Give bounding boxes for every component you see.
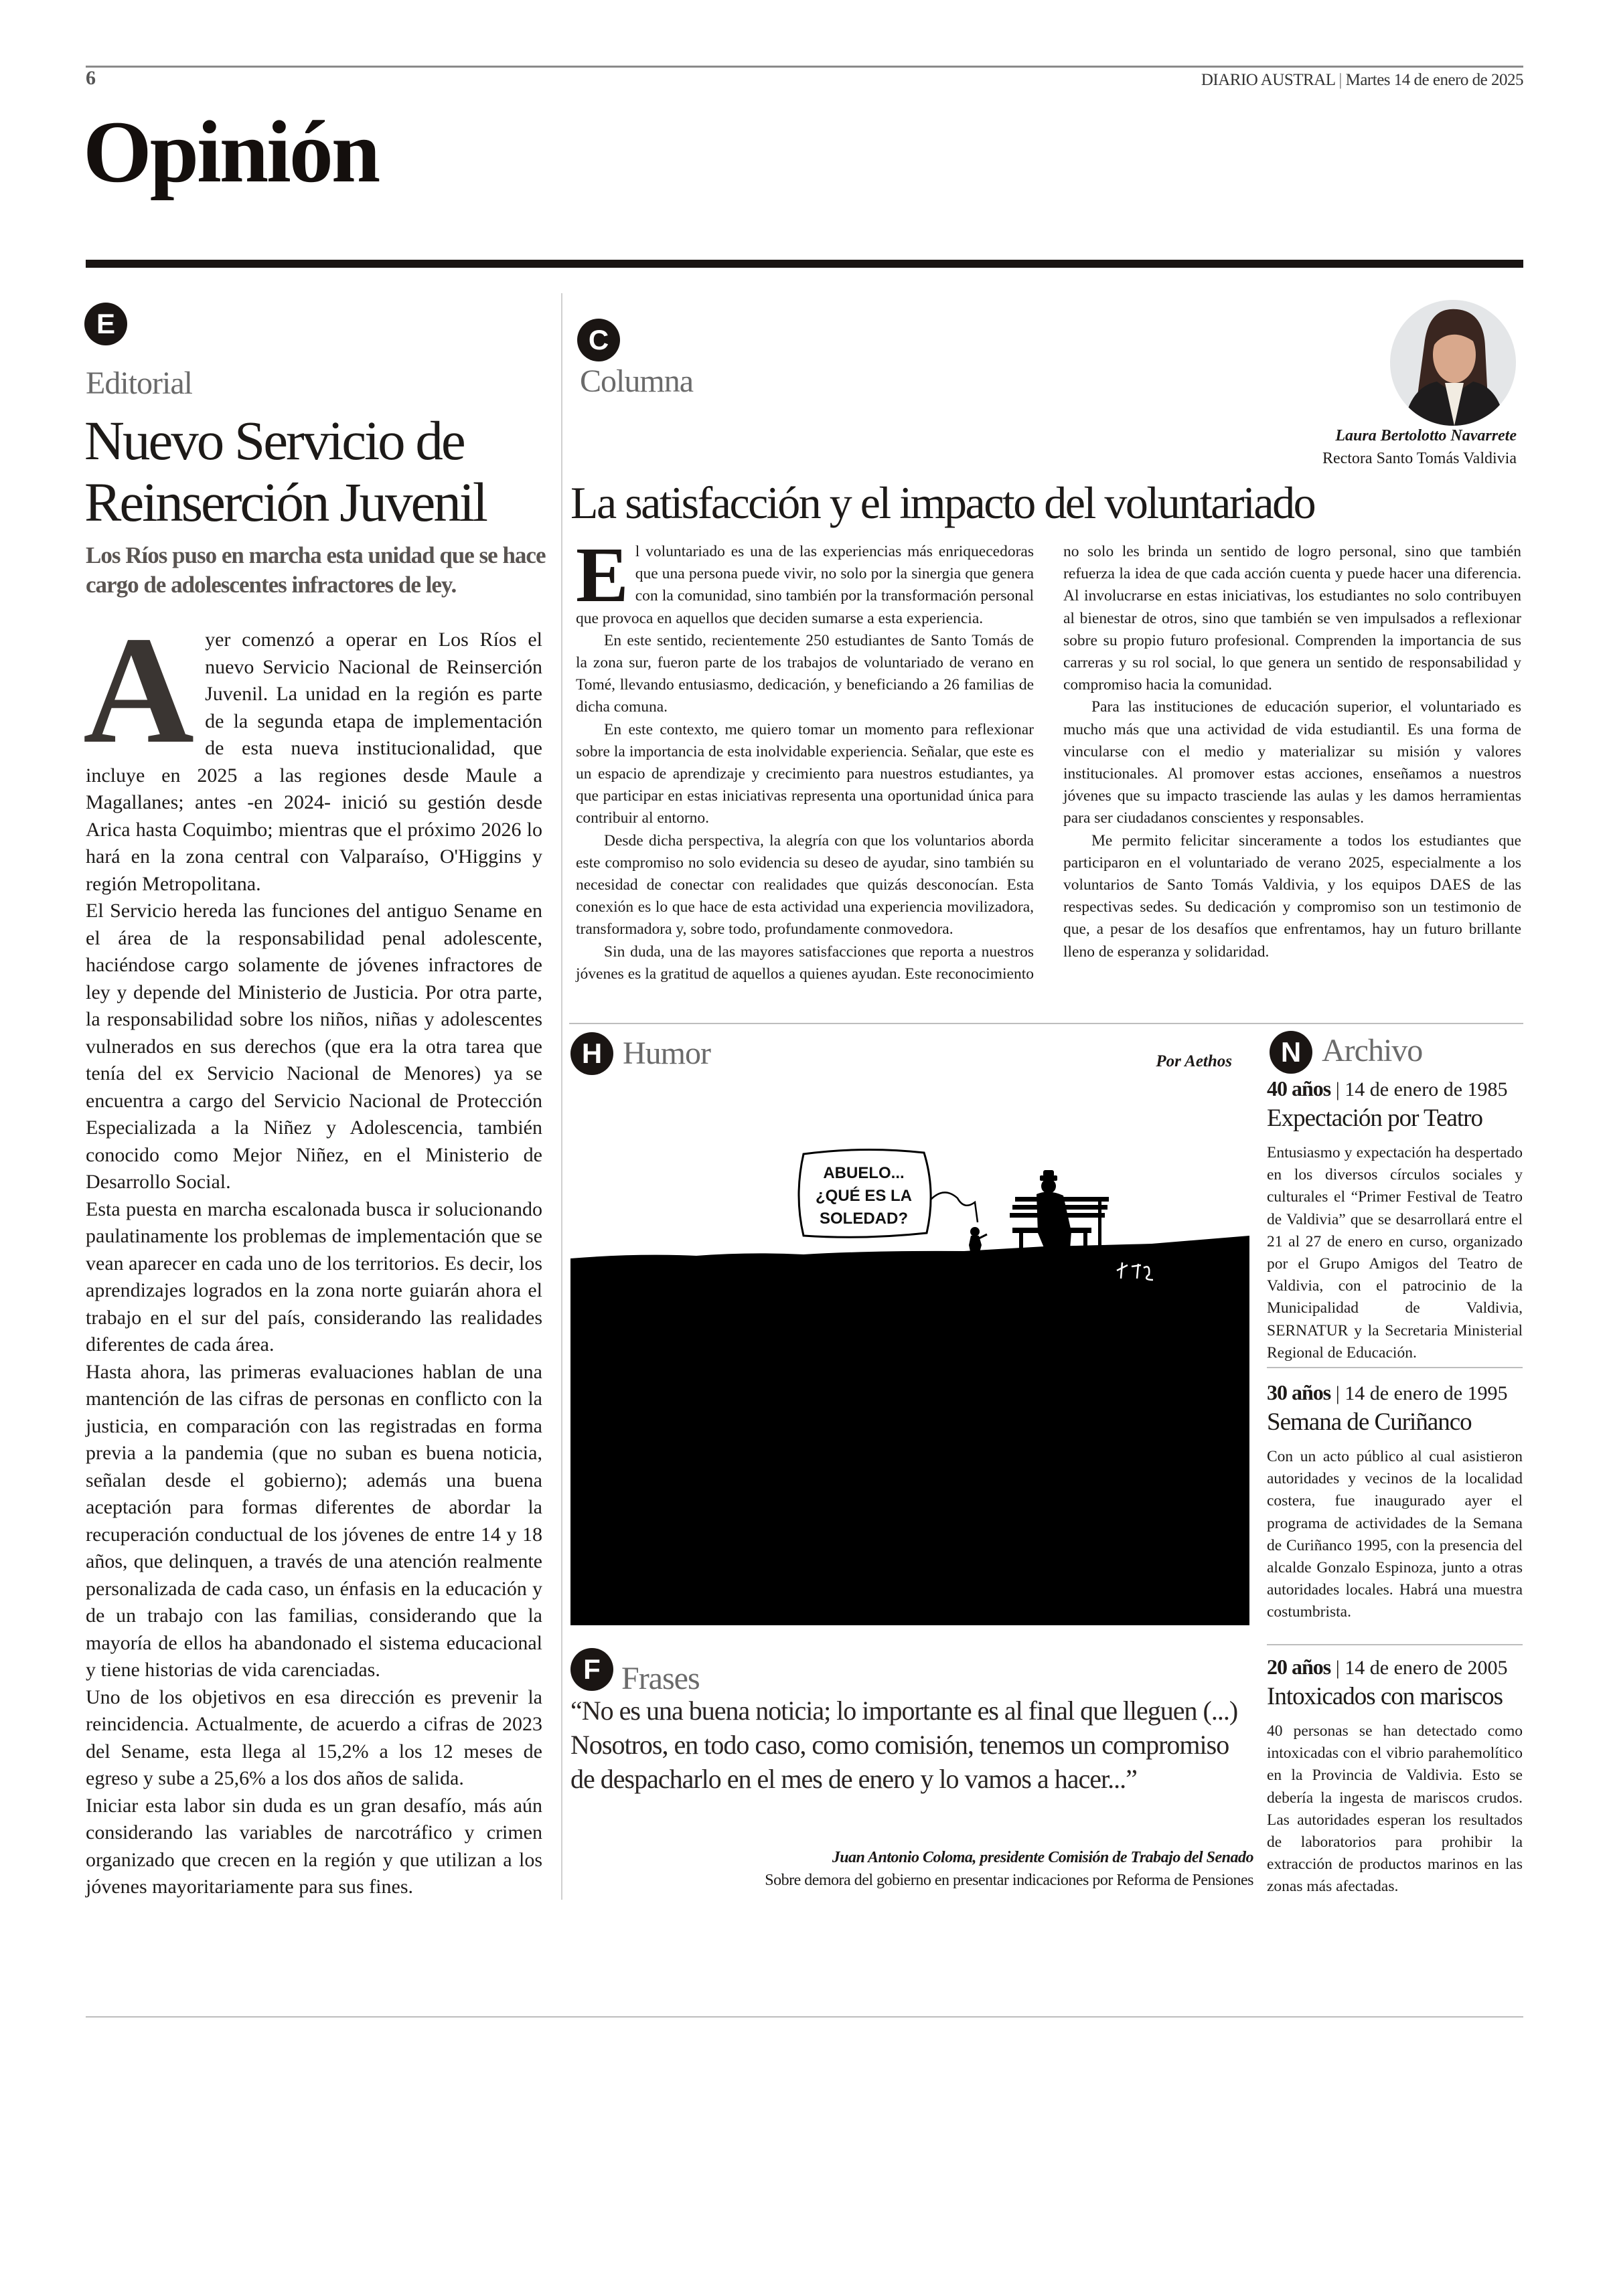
paragraph: En este sentido, recientemente 250 estudiantes de Santo Tomás de la zona sur, fueron parte de los trabajos de voluntariado de verano en Tomé, llevando entusiasmo, dedicación, y beneficiando a 26 familias de dicha comuna.	[576, 631, 1034, 716]
author-name: Laura Bertolotto Navarrete	[1335, 427, 1517, 444]
grandfather-icon	[1037, 1170, 1071, 1249]
archive-divider	[1267, 1644, 1523, 1645]
editorial-headline	[84, 410, 553, 533]
column-headline: La satisfacción y el impacto del voluntariado	[570, 477, 1315, 528]
column-body	[576, 531, 1521, 1009]
issue-date: Martes 14 de enero de 2025	[1345, 71, 1523, 89]
masthead-info: DIARIO AUSTRAL | Martes 14 de enero de 2025	[1201, 71, 1523, 89]
page-number: 6	[86, 67, 96, 89]
editorial-badge-icon: E	[84, 303, 127, 345]
bottom-rule	[86, 2016, 1523, 2018]
archive-title: Expectación por Teatro	[1267, 1104, 1482, 1132]
top-rule	[86, 66, 1523, 68]
archive-meta: 40 años | 14 de enero de 1985	[1267, 1076, 1508, 1100]
quote-text: “No es una buena noticia; lo importante es al final que lleguen (...) Nosotros, en todo caso, como comisión, tenemos un compromiso de despacharlo en el mes de enero y lo vamos a hacer...”	[570, 1696, 1238, 1794]
paragraph: Uno de los objetivos en esa dirección es prevenir la reincidencia. Actualmente, de acuerdo a cifras de 2023 del Sename, esta llega al 15,2% a los 12 meses de egreso y sube a 25,6% a los dos años de salida.	[86, 1686, 542, 1789]
editorial-headline-line: Reinserción Juvenil	[84, 471, 486, 533]
archive-title: Intoxicados con mariscos	[1267, 1683, 1503, 1710]
author-title: Rectora Santo Tomás Valdivia	[1322, 450, 1517, 467]
archive-text: Con un acto público al cual asistieron autoridades y vecinos de la localidad costera, fue inaugurado ayer el programa de actividades de la Semana de Curiñanco 1995, con la presencia del alcalde Gonzalo Espinoza, junto a otras autoridades locales. Habrá una muestra costumbrista.	[1267, 1448, 1523, 1621]
archive-date: 14 de enero de 2005	[1345, 1657, 1508, 1679]
quote-context: Sobre demora del gobierno en presentar indicaciones por Reforma de Pensiones	[765, 1872, 1253, 1889]
paragraph: Sin duda, una de las mayores satisfacciones que reporta a nuestros jóvenes es la gratitud de aquellos a quienes ayudan. Este reconocimiento no solo les brinda un sentido de logro personal, sino que también refuerza la idea de que cada acción cuenta y puede hacer una diferencia. Al involucrarse en estas iniciativas, los estudiantes no solo contribuyen al bienestar de otros, sino que también se ven impulsados a reflexionar sobre su propio futuro profesional. Comprenden la importancia de sus carreras y su rol social, lo que genera un sentido de responsabilidad y compromiso hacia la comunidad.	[576, 543, 1521, 983]
drop-cap: E	[576, 531, 629, 619]
archive-years: 30 años	[1267, 1380, 1331, 1404]
archivo-label: Archivo	[1322, 1033, 1423, 1068]
column-label: Columna	[580, 363, 693, 399]
column-divider	[561, 293, 562, 1900]
paragraph: En este contexto, me quiero tomar un momento para reflexionar sobre la importancia de esta inolvidable experiencia. Señalar, que este es un espacio de aprendizaje y crecimiento para nuestros estudiantes, ya que participar en estas iniciativas representa una oportunidad única para contribuir al entorno.	[576, 720, 1034, 827]
ground-silhouette	[570, 1236, 1249, 1625]
archive-date: 14 de enero de 1995	[1345, 1382, 1508, 1404]
speech-line: SOLEDAD?	[820, 1210, 908, 1228]
paragraph: El Servicio hereda las funciones del antiguo Sename en el área de la responsabilidad penal adolescente, haciéndose cargo solamente de jóvenes infractores de ley y depende del Ministerio de Justicia. Por otra parte, la responsabilidad sobre los niños, niñas y adolescentes vulnerados en sus derechos (que era la otra tarea que tenía del ex Servicio Nacional de Menores) ya se encuentra a cargo del Servicio Nacional de Protección Especializada a la Niñez y Adolescencia, también conocido como Mejor Niñez, en el Ministerio de Desarrollo Social.	[86, 900, 542, 1193]
archive-years: 20 años	[1267, 1655, 1331, 1679]
archive-meta: 30 años | 14 de enero de 1995	[1267, 1380, 1508, 1404]
archive-divider	[1267, 1367, 1523, 1368]
editorial-subhead: Los Ríos puso en marcha esta unidad que se hace cargo de adolescentes infractores de ley.	[86, 542, 546, 598]
humor-label: Humor	[623, 1036, 710, 1071]
paragraph: Esta puesta en marcha escalonada busca ir solucionando paulatinamente los problemas de implementación que se vean aparecer en cada uno de los territorios. Es decir, los aprendizajes logrados en la zona norte guiarán ahora el trabajo en el sur del país, considerando las realidades diferentes de cada área.	[86, 1198, 542, 1356]
editorial-body	[83, 604, 542, 1901]
paragraph: Para las instituciones de educación superior, el voluntariado es mucho más que una actividad de vida estudiantil. Es una forma de vincularse con el medio y materializar su misión y valores institucionales. Al promover estas acciones, enseñamos a nuestros jóvenes que su impacto trasciende las aulas y les damos herramientas para ser ciudadanos conscientes y responsables.	[1063, 698, 1521, 827]
publication-name: DIARIO AUSTRAL	[1201, 71, 1335, 89]
frases-badge-icon: F	[570, 1648, 613, 1691]
archive-text: Entusiasmo y expectación ha despertado en los diversos círculos sociales y culturales el “Primer Festival de Teatro de Valdivia” que se desarrollará entre el 21 al 27 de enero en curso, organizado por el Grupo Amigos del Teatro de Valdivia, con el patrocinio de la Municipalidad de Valdivia, SERNATUR y la Secretaria Ministerial Regional de Educación.	[1267, 1144, 1523, 1362]
archive-item	[1267, 1655, 1523, 1898]
frases-label: Frases	[621, 1661, 700, 1696]
humor-badge-icon: H	[570, 1032, 613, 1075]
archive-item	[1267, 1076, 1523, 1364]
section-divider	[569, 1023, 1523, 1024]
paragraph: yer comenzó a operar en Los Ríos el nuevo Servicio Nacional de Reinserción Juvenil. La unidad en la región es parte de la segunda etapa de implementación de esta nueva institucionalidad, que incluye en 2025 a las regiones desde Maule a Magallanes; antes -en 2024- inició su gestión desde Arica hasta Coquimbo; mientras que el próximo 2026 lo hará en la zona central con Valparaíso, O'Higgins y región Metropolitana.	[86, 629, 542, 895]
speech-line: ABUELO...	[823, 1164, 905, 1182]
author-photo	[1390, 300, 1516, 426]
archive-text: 40 personas se han detectado como intoxicadas con el vibrio parahemolítico en la Provincia de Valdivia. Esto se debería la ingesta de mariscos crudos. Las autoridades esperan los resultados de laboratorios para prohibir la extracción de productos marinos en las zonas más afectadas.	[1267, 1722, 1523, 1896]
archivo-badge-icon: N	[1270, 1031, 1312, 1074]
cartoon-byline: Por Aethos	[1156, 1052, 1232, 1070]
speech-bubble	[799, 1149, 978, 1237]
archive-date: 14 de enero de 1985	[1345, 1078, 1508, 1100]
section-title: Opinión	[83, 102, 379, 201]
drop-cap: A	[83, 604, 195, 775]
archive-title: Semana de Curiñanco	[1267, 1408, 1472, 1436]
author-portrait-icon	[1390, 300, 1516, 426]
paragraph: Desde dicha perspectiva, la alegría con que los voluntarios aborda este compromiso no solo evidencia su deseo de ayudar, sino también su necesidad de conectar con realidades que quizás desconocían. Esta conexión es lo que hace de esta actividad una experiencia movilizadora, transformadora y, sobre todo, profundamente conmovedora.	[576, 831, 1034, 938]
archive-item	[1267, 1380, 1523, 1624]
speech-line: ¿QUÉ ES LA	[815, 1187, 913, 1205]
editorial-label: Editorial	[86, 365, 192, 401]
quote-attribution: Juan Antonio Coloma, presidente Comisión de Trabajo del Senado	[832, 1849, 1253, 1866]
editorial-headline-line: Nuevo Servicio de	[84, 410, 464, 471]
archive-meta: 20 años | 14 de enero de 2005	[1267, 1655, 1508, 1679]
paragraph: l voluntariado es una de las experiencias más enriquecedoras que una persona puede vivir, no solo por la sinergia que genera con la comunidad, sino también por la transformación personal que provoca en aquellos que deciden sumarse a esta experiencia.	[576, 543, 1034, 627]
cartoon	[570, 1098, 1251, 1627]
section-rule	[86, 260, 1523, 268]
paragraph: Hasta ahora, las primeras evaluaciones hablan de una mantención de las cifras de personas en conflicto con la justicia, en comparación con las registradas en forma previa a la pandemia (que no suban es buena noticia, señalan desde el gobierno); además una buena aceptación para formas diferentes de abordar la recuperación conductual de los jóvenes de entre 14 y 18 años, que delinquen, a través de una atención realmente personalizada de cada caso, un énfasis en la educación y de un trabajo con las familias, considerando que la mayoría de ellos ha abandonado el sistema educacional y tiene historias de vida carenciadas.	[86, 1360, 542, 1681]
paragraph: Iniciar esta labor sin duda es un gran desafío, más aún considerando las variables de narcotráfico y crimen organizado que crecen en la región y que utilizan a los jóvenes mayoritariamente para sus fines.	[86, 1794, 542, 1898]
archive-years: 40 años	[1267, 1076, 1331, 1100]
column-badge-icon: C	[577, 319, 620, 361]
paragraph: Me permito felicitar sinceramente a todos los estudiantes que participaron en el voluntariado de verano 2025, especialmente a los voluntarios de Santo Tomás Valdivia, y los equipos DAES de las respectivas sedes. Su dedicación y compromiso son un testimonio de que, a pesar de los desafíos que enfrentamos, hay un futuro brillante lleno de esperanza y solidaridad.	[1063, 831, 1521, 961]
